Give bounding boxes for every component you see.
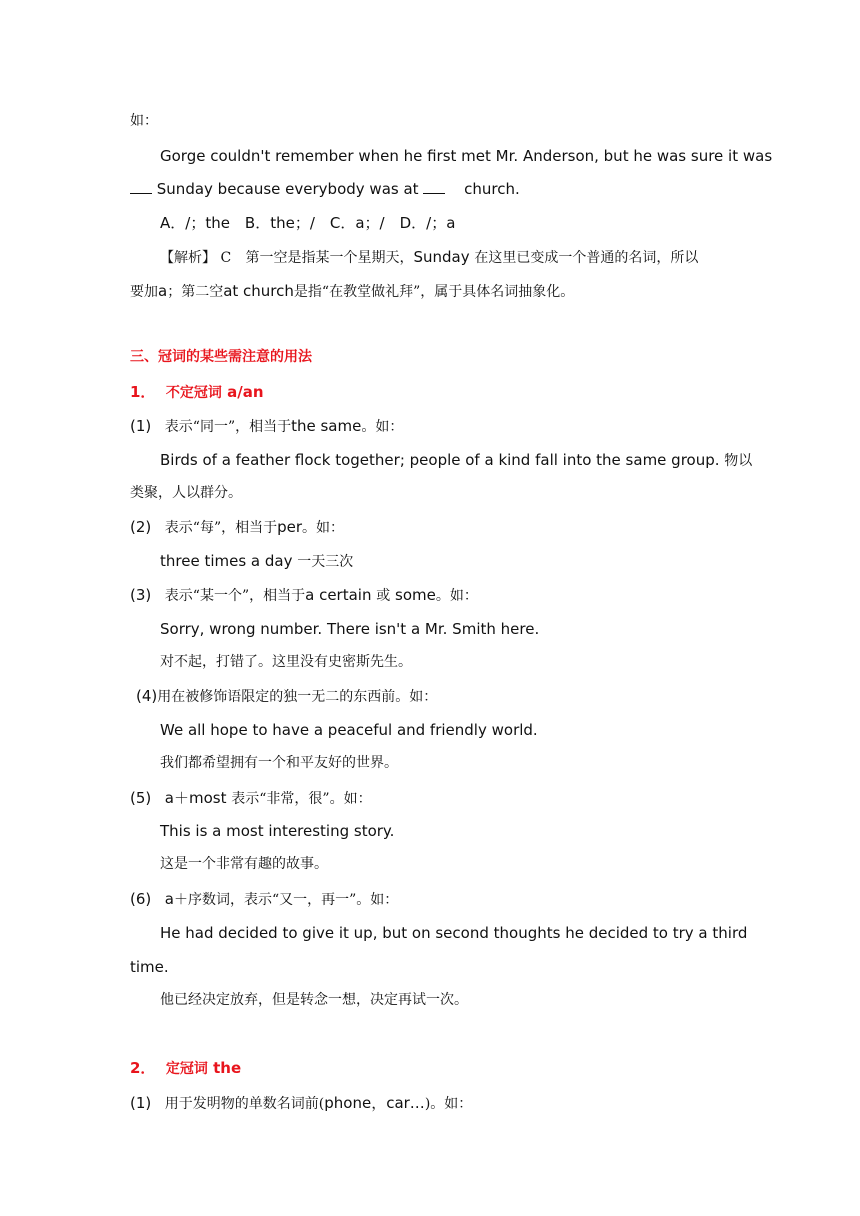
item-3-example-cn: 对不起，打错了。这里没有史密斯先生。 — [160, 654, 412, 670]
subsection-2-item-1 — [130, 1093, 472, 1114]
item-1-desc-en: the same — [291, 417, 362, 435]
subsection-2-title — [130, 1058, 241, 1079]
item-3-desc-cn-mid: 或 — [376, 588, 391, 604]
item-1-example-en: Birds of a feather flock together; people of a kind fall into the same group. — [160, 451, 720, 469]
subsection-2-item-1-en: phone，car… — [324, 1094, 425, 1112]
item-3-desc-en: a certain — [305, 586, 372, 604]
item-1-example — [160, 450, 752, 471]
item-5-number: (5) — [130, 789, 152, 807]
item-6-desc — [130, 889, 398, 910]
item-6-desc-en: a — [164, 890, 174, 908]
item-2-example-cn: 一天三次 — [297, 554, 354, 570]
analysis-text-2a: 要加 — [130, 284, 158, 300]
analysis-text-2d: at church — [223, 282, 294, 300]
blank-2 — [423, 179, 445, 194]
item-4-example-cn: 我们都希望拥有一个和平友好的世界。 — [160, 755, 398, 771]
item-5-desc-cn1: 表示“非常，很”。如： — [231, 791, 372, 807]
item-1-desc-cn1: 表示“同一”，相当于 — [164, 419, 292, 435]
analysis-text-1a: 第一空是指某一个星期天， — [245, 250, 414, 266]
item-3-desc-cn1: 表示“某一个”，相当于 — [164, 588, 306, 604]
item-6-example-cn: 他已经决定放弃，但是转念一想，决定再试一次。 — [160, 992, 468, 1008]
example-sentence-line1: Gorge couldn't remember when he first met Mr. Anderson, but he was sure it was — [160, 147, 773, 165]
item-2-number: (2) — [130, 518, 152, 536]
item-6-example-en2: time. — [130, 958, 169, 976]
answer-options: A．/；the B．the；/ C．a；/ D．/；a — [160, 214, 456, 232]
item-5-example-cn: 这是一个非常有趣的故事。 — [160, 856, 328, 872]
item-1-example-cn: 类聚，人以群分。 — [130, 485, 242, 501]
item-1-desc-cn2: 。如： — [361, 419, 404, 435]
analysis-line2 — [130, 281, 574, 302]
item-5-desc — [130, 788, 372, 809]
subsection-2-title-cn: 定冠词 — [165, 1061, 208, 1077]
example-sentence-part-b: church. — [464, 180, 520, 198]
subsection-1-title — [130, 382, 264, 403]
analysis-label: 【解析】 C — [160, 250, 232, 266]
item-2-desc-cn1: 表示“每”，相当于 — [164, 520, 278, 536]
analysis-text-2e: 是指“在教堂做礼拜”，属于具体名词抽象化。 — [293, 284, 575, 300]
item-2-example-en: three times a day — [160, 552, 293, 570]
item-2-desc-cn2: 。如： — [302, 520, 345, 536]
item-6-desc-cn1: ＋序数词，表示“又一，再一”。如： — [173, 892, 399, 908]
item-4-desc — [136, 686, 437, 707]
example-sentence-part-a: Sunday because everybody was at — [156, 180, 419, 198]
analysis-text-2b: a — [158, 282, 168, 300]
item-2-example — [160, 551, 353, 572]
item-3-desc-en2: some — [395, 586, 436, 604]
subsection-2-title-en: the — [213, 1059, 242, 1077]
item-5-desc-en: a＋most — [164, 789, 227, 807]
subsection-1-title-en: a/an — [227, 383, 264, 401]
item-3-example-en: Sorry, wrong number. There isn't a Mr. Smith here. — [160, 620, 540, 638]
analysis-text-1c: 在这里已变成一个普通的名词，所以 — [474, 250, 699, 266]
item-6-example-en: He had decided to give it up, but on second thoughts he decided to try a third — [160, 924, 748, 942]
subsection-2-number: 2． — [130, 1059, 156, 1077]
item-5-example-en: This is a most interesting story. — [160, 822, 395, 840]
example-sentence-line2 — [130, 179, 520, 199]
item-1-desc — [130, 416, 403, 437]
analysis-text-2c: ；第二空 — [167, 284, 224, 300]
item-2-desc — [130, 517, 344, 538]
subsection-2-item-1-cn2: )。如： — [424, 1096, 473, 1112]
subsection-1-number: 1． — [130, 383, 156, 401]
intro-label: 如： — [130, 113, 158, 129]
item-1-example-cn-tail: 物以 — [724, 453, 753, 469]
subsection-2-item-1-number: (1) — [130, 1094, 152, 1112]
section-3-title: 三、冠词的某些需注意的用法 — [130, 349, 312, 365]
item-1-number: (1) — [130, 417, 152, 435]
item-3-desc-cn2: 。如： — [435, 588, 478, 604]
item-4-desc-cn1: 用在被修饰语限定的独一无二的东西前。如： — [157, 689, 438, 705]
analysis-text-1b: Sunday — [413, 248, 470, 266]
blank-1 — [130, 179, 152, 194]
item-6-number: (6) — [130, 890, 152, 908]
item-3-desc — [130, 585, 478, 606]
analysis-line1 — [160, 247, 698, 268]
item-2-desc-en: per — [277, 518, 303, 536]
subsection-1-title-cn: 不定冠词 — [165, 385, 222, 401]
item-4-example-en: We all hope to have a peaceful and friendly world. — [160, 721, 538, 739]
item-4-number: (4) — [136, 687, 158, 705]
item-3-number: (3) — [130, 586, 152, 604]
subsection-2-item-1-cn1: 用于发明物的单数名词前( — [164, 1096, 325, 1112]
